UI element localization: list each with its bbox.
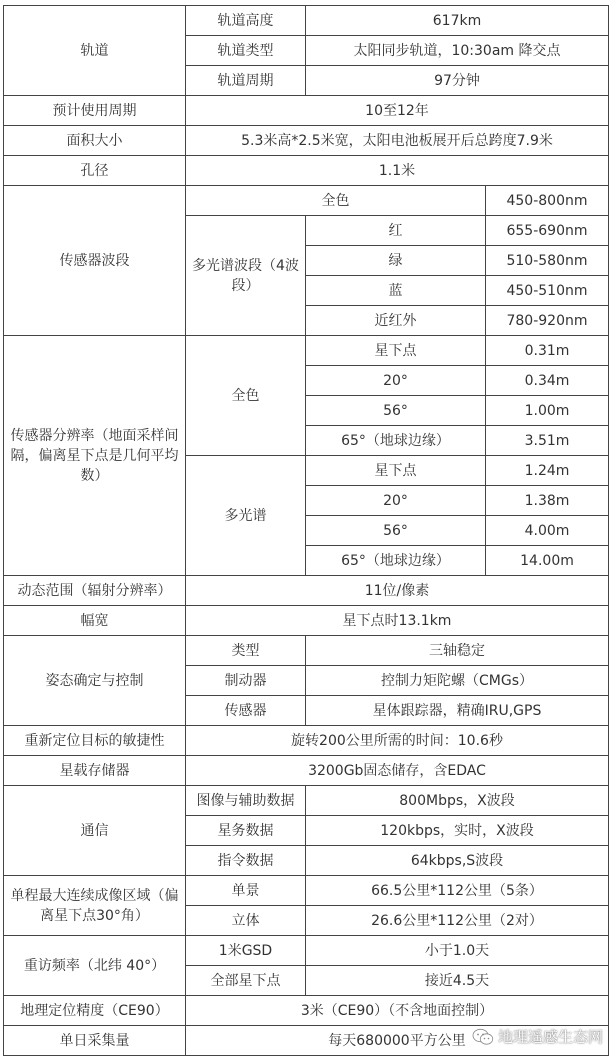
geolocation-label: 地理定位精度（CE90）: [4, 996, 186, 1026]
resolution-ms-nadir: 1.24m: [486, 456, 609, 486]
max-area-stereo-label: 立体: [186, 906, 306, 936]
resolution-pan-20: 0.34m: [486, 366, 609, 396]
resolution-angle-nadir: 星下点: [306, 336, 486, 366]
attitude-actuator-value: 控制力矩陀螺（CMGs）: [306, 666, 609, 696]
resolution-angle-20: 20°: [306, 366, 486, 396]
spec-table: [3, 5, 609, 1056]
attitude-type-label: 类型: [186, 636, 306, 666]
comms-image-label: 图像与辅助数据: [186, 786, 306, 816]
bands-green-value: 510-580nm: [486, 246, 609, 276]
resolution-pan-label: 全色: [186, 336, 306, 456]
swath-value: 星下点时13.1km: [186, 606, 609, 636]
table-row: [4, 336, 609, 366]
aperture-value: 1.1米: [186, 156, 609, 186]
comms-housekeeping-value: 120kbps，实时，X波段: [306, 816, 609, 846]
comms-label: 通信: [4, 786, 186, 876]
revisit-label: 重访频率（北纬 40°）: [4, 936, 186, 996]
swath-label: 幅宽: [4, 606, 186, 636]
resolution-pan-nadir: 0.31m: [486, 336, 609, 366]
table-row: [4, 876, 609, 906]
max-area-mono-value: 66.5公里*112公里（5条）: [306, 876, 609, 906]
table-row: [4, 996, 609, 1026]
bands-green-label: 绿: [306, 246, 486, 276]
orbit-altitude-value: 617km: [306, 6, 609, 36]
table-row: [4, 606, 609, 636]
resolution-angle-56: 56°: [306, 516, 486, 546]
bands-ms-label: 多光谱波段（4波段）: [186, 216, 306, 336]
orbit-type-label: 轨道类型: [186, 36, 306, 66]
comms-image-value: 800Mbps，X波段: [306, 786, 609, 816]
bands-pan-label: 全色: [186, 186, 486, 216]
lifetime-label: 预计使用周期: [4, 96, 186, 126]
resolution-pan-56: 1.00m: [486, 396, 609, 426]
attitude-label: 姿态确定与控制: [4, 636, 186, 726]
comms-command-label: 指令数据: [186, 846, 306, 876]
resolution-ms-label: 多光谱: [186, 456, 306, 576]
attitude-sensor-label: 传感器: [186, 696, 306, 726]
dynamic-range-value: 11位/像素: [186, 576, 609, 606]
bands-nir-value: 780-920nm: [486, 306, 609, 336]
size-value: 5.3米高*2.5米宽，太阳电池板展开后总跨度7.9米: [186, 126, 609, 156]
orbit-label: 轨道: [4, 6, 186, 96]
watermark: [472, 1026, 603, 1047]
comms-housekeeping-label: 星务数据: [186, 816, 306, 846]
orbit-period-value: 97分钟: [306, 66, 609, 96]
revisit-nadir-value: 接近4.5天: [306, 966, 609, 996]
aperture-label: 孔径: [4, 156, 186, 186]
attitude-sensor-value: 星体跟踪器，精确IRU,GPS: [306, 696, 609, 726]
daily-collection-value: 每天680000平方公里: [186, 1026, 609, 1056]
max-area-mono-label: 单景: [186, 876, 306, 906]
bands-nir-label: 近红外: [306, 306, 486, 336]
wechat-icon: [472, 1028, 494, 1046]
table-row: [4, 6, 609, 36]
resolution-angle-65: 65°（地球边缘）: [306, 426, 486, 456]
bands-pan-value: 450-800nm: [486, 186, 609, 216]
lifetime-value: 10至12年: [186, 96, 609, 126]
resolution-angle-20: 20°: [306, 486, 486, 516]
bands-blue-label: 蓝: [306, 276, 486, 306]
comms-command-value: 64kbps,S波段: [306, 846, 609, 876]
table-row: [4, 186, 609, 216]
size-label: 面积大小: [4, 126, 186, 156]
attitude-actuator-label: 制动器: [186, 666, 306, 696]
table-row: [4, 726, 609, 756]
revisit-gsd-label: 1米GSD: [186, 936, 306, 966]
revisit-gsd-value: 小于1.0天: [306, 936, 609, 966]
bands-blue-value: 450-510nm: [486, 276, 609, 306]
orbit-period-label: 轨道周期: [186, 66, 306, 96]
table-row: [4, 576, 609, 606]
table-row: [4, 96, 609, 126]
geolocation-value: 3米（CE90）（不含地面控制）: [186, 996, 609, 1026]
dynamic-range-label: 动态范围（辐射分辨率）: [4, 576, 186, 606]
agility-label: 重新定位目标的敏捷性: [4, 726, 186, 756]
attitude-type-value: 三轴稳定: [306, 636, 609, 666]
resolution-pan-65: 3.51m: [486, 426, 609, 456]
bands-label: 传感器波段: [4, 186, 186, 336]
resolution-label: 传感器分辨率（地面采样间隔，偏离星下点是几何平均数）: [4, 336, 186, 576]
resolution-angle-nadir: 星下点: [306, 456, 486, 486]
bands-red-label: 红: [306, 216, 486, 246]
daily-collection-label: 单日采集量: [4, 1026, 186, 1056]
max-area-label: 单程最大连续成像区域（偏离星下点30°角）: [4, 876, 186, 936]
resolution-ms-20: 1.38m: [486, 486, 609, 516]
table-row: [4, 636, 609, 666]
table-row: [4, 756, 609, 786]
table-row: [4, 936, 609, 966]
table-row: [4, 126, 609, 156]
agility-value: 旋转200公里所需的时间：10.6秒: [186, 726, 609, 756]
table-row: [4, 156, 609, 186]
orbit-altitude-label: 轨道高度: [186, 6, 306, 36]
storage-label: 星载存储器: [4, 756, 186, 786]
resolution-ms-56: 4.00m: [486, 516, 609, 546]
orbit-type-value: 太阳同步轨道，10:30am 降交点: [306, 36, 609, 66]
watermark-text: 地理遥感生态网: [497, 1028, 603, 1046]
storage-value: 3200Gb固态储存，含EDAC: [186, 756, 609, 786]
bands-red-value: 655-690nm: [486, 216, 609, 246]
resolution-ms-65: 14.00m: [486, 546, 609, 576]
resolution-angle-56: 56°: [306, 396, 486, 426]
max-area-stereo-value: 26.6公里*112公里（2对）: [306, 906, 609, 936]
table-row: [4, 786, 609, 816]
revisit-nadir-label: 全部星下点: [186, 966, 306, 996]
resolution-angle-65: 65°（地球边缘）: [306, 546, 486, 576]
